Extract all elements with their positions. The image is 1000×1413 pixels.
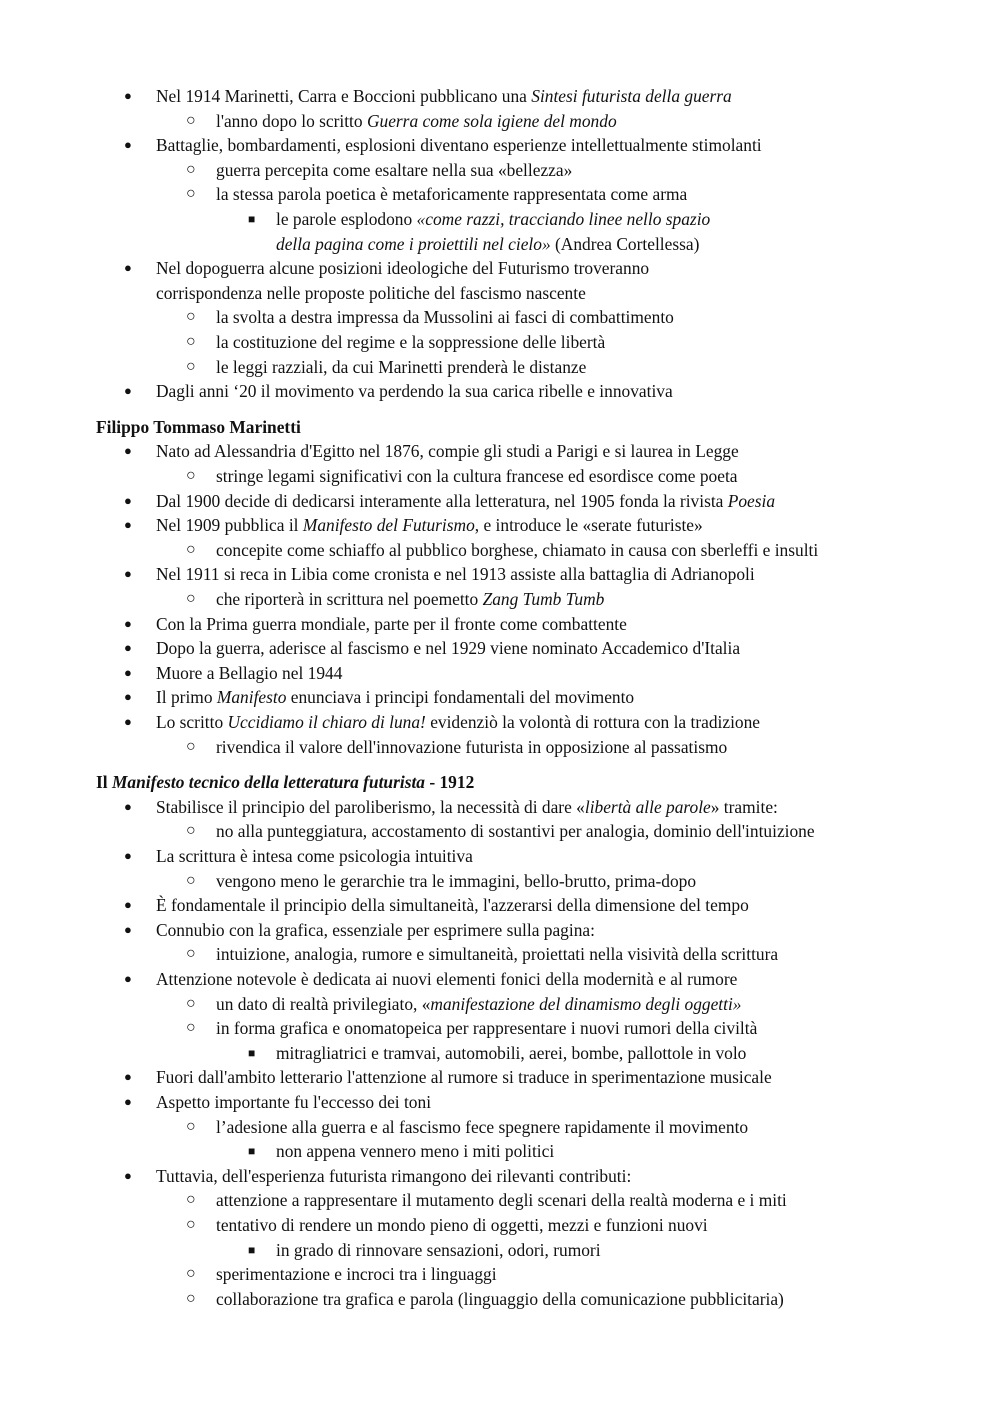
bullet-icon: ○ (186, 1265, 196, 1283)
list-item (124, 84, 732, 108)
list-item (124, 379, 673, 403)
bullet-icon: ○ (186, 1019, 196, 1037)
list-item (124, 1065, 772, 1089)
bullet-icon: ● (124, 443, 132, 459)
list-item (124, 1090, 432, 1114)
text-run: - 1912 (425, 772, 475, 793)
list-item (186, 1262, 497, 1286)
list-item (248, 1139, 555, 1163)
text-run: tentativo di rendere un mondo pieno di oggetti, mezzi e funzioni nuovi (216, 1215, 708, 1235)
bullet-icon: ○ (186, 1216, 196, 1233)
text-run: Aspetto importante fu l'eccesso dei toni (156, 1092, 432, 1112)
list-item (248, 1041, 747, 1065)
list-item (124, 489, 776, 513)
text-run: mitragliatrici e tramvai, automobili, aerei, bombe, pallottole in volo (276, 1042, 747, 1063)
text-run: Connubio con la grafica, essenziale per esprimere sulla pagina: (156, 919, 595, 940)
bullet-icon: ● (124, 971, 132, 986)
list-item-continuation (156, 281, 586, 305)
bullet-icon: ○ (186, 467, 196, 484)
text-run: Dagli anni ‘20 il movimento va perdendo la sua carica ribelle e innovativa (156, 381, 673, 402)
text-run: Muore a Bellagio nel 1944 (156, 662, 343, 683)
text-run: intuizione, analogia, rumore e simultaneità, proiettati nella visività della scrittura (216, 944, 779, 965)
text-run: Nel 1914 Marinetti, Carra e Boccioni pubblicano una (156, 86, 532, 106)
list-item (186, 819, 815, 843)
text-run: Lo scritto (156, 712, 228, 732)
text-run: Filippo Tommaso Marinetti (96, 416, 301, 437)
italic-text: Manifesto (216, 687, 287, 708)
text-run: Dal 1900 decide di dedicarsi interamente alla letteratura, nel 1905 fonda la rivista (156, 490, 728, 511)
list-item (124, 256, 650, 280)
list-item (124, 133, 762, 157)
bullet-icon: ○ (186, 111, 196, 129)
list-item (186, 869, 697, 893)
text-run: attenzione a rappresentare il mutamento degli scenari della realtà moderna e i miti (216, 1190, 787, 1211)
text-run: Nel 1909 pubblica il (156, 515, 303, 536)
italic-text: Manifesto tecnico della letteratura futurista (111, 772, 425, 793)
section-heading (96, 770, 474, 794)
bullet-icon: ○ (186, 994, 196, 1012)
bullet-icon: ○ (186, 945, 196, 963)
bullet-icon: ● (124, 689, 132, 705)
list-item (186, 587, 605, 611)
italic-text: della pagina come i proiettili nel cielo» (276, 233, 551, 254)
text-run: Tuttavia, dell'esperienza futurista rimangono dei rilevanti contributi: (156, 1165, 632, 1186)
list-item (124, 612, 627, 636)
text-run: sperimentazione e incroci tra i linguaggi (216, 1264, 497, 1285)
list-item (186, 1016, 758, 1040)
text-run: (Andrea Cortellessa) (550, 233, 700, 254)
text-run: Il primo (156, 687, 217, 708)
list-item (124, 918, 595, 942)
list-item (124, 967, 738, 991)
text-run: la stessa parola poetica è metaforicamente rappresentata come arma (216, 184, 688, 205)
list-item (186, 109, 617, 133)
list-item (124, 795, 778, 819)
list-item (186, 735, 728, 759)
text-run: le leggi razziali, da cui Marinetti prenderà le distanze (216, 356, 587, 377)
bullet-icon: ○ (186, 540, 196, 558)
bullet-icon: ● (124, 517, 132, 533)
list-item (124, 513, 703, 537)
text-run: concepite come schiaffo al pubblico borghese, chiamato in causa con sberleffi e insulti (216, 539, 819, 560)
italic-text: Poesia (727, 490, 776, 511)
list-item (186, 355, 587, 379)
bullet-icon: ● (124, 383, 132, 399)
bullet-icon: ● (124, 615, 132, 631)
list-item (124, 636, 741, 660)
bullet-icon: ● (124, 664, 132, 680)
text-run: che riporterà in scrittura nel poemetto (216, 589, 483, 609)
text-run: Battaglie, bombardamenti, esplosioni diventano esperienze intellettualmente stimolanti (156, 135, 762, 156)
text-run: le parole esplodono (276, 209, 417, 229)
bullet-icon: ■ (248, 212, 256, 226)
list-item (186, 538, 819, 562)
italic-text: Guerra come sola igiene del mondo (366, 110, 617, 131)
bullet-icon: ○ (186, 308, 196, 326)
text-run: , e introduce le «serate futuriste» (474, 515, 703, 536)
text-run: » tramite: (710, 796, 778, 817)
bullet-icon: ○ (186, 333, 196, 350)
bullet-icon: ○ (186, 590, 196, 607)
bullet-icon: ○ (186, 1191, 196, 1209)
italic-text: «come razzi, tracciando linee nello spazio (416, 209, 711, 229)
list-item (124, 844, 473, 868)
bullet-icon: ■ (248, 1045, 256, 1060)
bullet-icon: ○ (186, 871, 196, 889)
list-item (186, 992, 742, 1016)
text-run: evidenziò la volontà di rottura con la tradizione (425, 712, 761, 732)
text-run: guerra percepita come esaltare nella sua «bellezza» (216, 159, 573, 180)
text-run: l'anno dopo lo scritto (216, 110, 367, 131)
list-item (186, 1115, 749, 1139)
list-item (186, 182, 688, 206)
text-run: Fuori dall'ambito letterario l'attenzione al rumore si traduce in sperimentazione musicale (156, 1067, 772, 1088)
text-run: collaborazione tra grafica e parola (linguaggio della comunicazione pubblicitaria) (216, 1288, 784, 1309)
list-item (186, 1213, 708, 1237)
text-run: Stabilisce il principio del paroliberismo, la necessità di dare « (156, 796, 585, 817)
bullet-icon: ● (124, 492, 132, 508)
bullet-icon: ○ (186, 160, 196, 178)
text-run: Nel dopoguerra alcune posizioni ideologiche del Futurismo troveranno (156, 258, 650, 279)
text-run: un dato di realtà privilegiato, « (216, 993, 431, 1014)
bullet-icon: ● (124, 798, 132, 814)
italic-text: manifestazione del dinamismo degli oggetti» (430, 993, 742, 1014)
bullet-icon: ● (124, 921, 132, 937)
bullet-icon: ● (124, 848, 132, 863)
bullet-icon: ● (124, 640, 132, 656)
bullet-icon: ○ (186, 737, 196, 755)
bullet-icon: ○ (186, 185, 196, 203)
list-item (124, 1164, 632, 1188)
text-run: non appena vennero meno i miti politici (276, 1141, 555, 1162)
text-run: in forma grafica e onomatopeica per rappresentare i nuovi rumori della civiltà (216, 1018, 758, 1039)
list-item (186, 330, 606, 354)
bullet-icon: ● (124, 714, 132, 729)
bullet-icon: ● (124, 260, 132, 276)
italic-text: Sintesi futurista della guerra (531, 86, 732, 106)
list-item (248, 1238, 601, 1262)
text-run: rivendica il valore dell'innovazione futurista in opposizione al passatismo (216, 736, 728, 757)
list-item (124, 710, 761, 734)
text-run: Il (96, 772, 112, 793)
text-run: Con la Prima guerra mondiale, parte per il fronte come combattente (156, 613, 627, 634)
bullet-icon: ○ (186, 1117, 196, 1135)
list-item-continuation (276, 232, 699, 256)
bullet-icon: ○ (186, 822, 196, 840)
bullet-icon: ● (124, 1069, 132, 1085)
bullet-icon: ● (124, 566, 132, 582)
bullet-icon: ● (124, 137, 132, 153)
bullet-icon: ○ (186, 1289, 196, 1307)
text-run: no alla punteggiatura, accostamento di sostantivi per analogia, dominio dell'intuizione (216, 821, 815, 842)
list-item (186, 158, 573, 182)
text-run: la costituzione del regime e la soppressione delle libertà (216, 332, 606, 352)
text-run: La scrittura è intesa come psicologia intuitiva (156, 846, 473, 866)
text-run: vengono meno le gerarchie tra le immagini, bello-brutto, prima-dopo (216, 870, 697, 891)
bullet-icon: ● (124, 897, 132, 913)
text-run: Dopo la guerra, aderisce al fascismo e nel 1929 viene nominato Accademico d'Italia (156, 638, 741, 659)
list-item (186, 464, 738, 488)
text-run: in grado di rinnovare sensazioni, odori, rumori (276, 1239, 601, 1260)
text-run: È fondamentale il principio della simultaneità, l'azzerarsi della dimensione del tempo (156, 895, 749, 916)
list-item (124, 562, 755, 586)
list-item (186, 1188, 787, 1212)
list-item (124, 893, 749, 917)
list-item (186, 1287, 784, 1311)
italic-text: Manifesto del Futurismo (302, 515, 475, 536)
italic-text: Zang Tumb Tumb (482, 589, 605, 609)
list-item (186, 305, 674, 329)
text-run: Nel 1911 si reca in Libia come cronista e nel 1913 assiste alla battaglia di Adrianopoli (156, 564, 755, 585)
text-run: enunciava i principi fondamentali del movimento (286, 687, 635, 708)
text-run: Attenzione notevole è dedicata ai nuovi elementi fonici della modernità e al rumore (156, 969, 738, 989)
section-heading (96, 415, 301, 439)
italic-text: Uccidiamo il chiaro di luna! (227, 712, 426, 732)
bullet-icon: ○ (186, 357, 196, 375)
bullet-icon: ● (124, 1094, 132, 1109)
list-item (124, 661, 343, 685)
list-item (186, 942, 779, 966)
list-item (248, 207, 711, 231)
bullet-icon: ● (124, 1167, 132, 1183)
bullet-icon: ● (124, 88, 132, 103)
text-run: l’adesione alla guerra e al fascismo fece spegnere rapidamente il movimento (216, 1116, 749, 1137)
list-item (124, 439, 739, 463)
bullet-icon: ■ (248, 1144, 256, 1159)
text-run: la svolta a destra impressa da Mussolini ai fasci di combattimento (216, 307, 674, 328)
bullet-icon: ■ (248, 1242, 256, 1257)
text-run: corrispondenza nelle proposte politiche del fascismo nascente (156, 282, 586, 303)
list-item (124, 685, 635, 709)
text-run: Nato ad Alessandria d'Egitto nel 1876, compie gli studi a Parigi e si laurea in Legge (156, 441, 739, 462)
italic-text: libertà alle parole (584, 796, 711, 817)
text-run: stringe legami significativi con la cultura francese ed esordisce come poeta (216, 466, 738, 486)
